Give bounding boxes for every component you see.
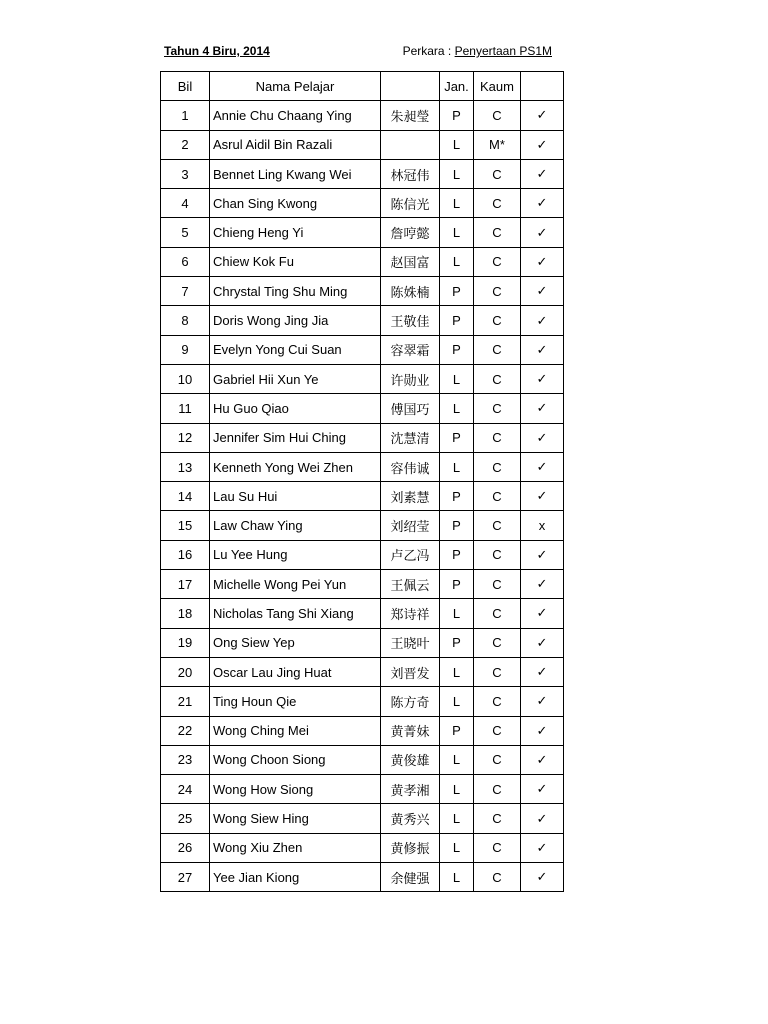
cell-status-mark: ✓: [521, 159, 564, 188]
cell-kaum: C: [474, 189, 521, 218]
cell-jantina: P: [440, 540, 474, 569]
cell-bil: 16: [161, 540, 210, 569]
cell-jantina: P: [440, 716, 474, 745]
cell-status-mark: ✓: [521, 833, 564, 862]
cell-bil: 6: [161, 247, 210, 276]
cell-jantina: L: [440, 657, 474, 686]
cell-kaum: C: [474, 511, 521, 540]
cell-chinese-name: 詹哼懿: [381, 218, 440, 247]
document-title: Tahun 4 Biru, 2014: [164, 44, 270, 58]
header-nama-pelajar: Nama Pelajar: [210, 72, 381, 101]
cell-student-name: Hu Guo Qiao: [210, 394, 381, 423]
cell-chinese-name: 赵国富: [381, 247, 440, 276]
cell-chinese-name: 王晓叶: [381, 628, 440, 657]
cell-student-name: Wong Choon Siong: [210, 745, 381, 774]
cell-status-mark: ✓: [521, 716, 564, 745]
cell-student-name: Law Chaw Ying: [210, 511, 381, 540]
cell-status-mark: ✓: [521, 423, 564, 452]
cell-student-name: Annie Chu Chaang Ying: [210, 101, 381, 130]
cell-kaum: M*: [474, 130, 521, 159]
cell-chinese-name: 黄修振: [381, 833, 440, 862]
cell-jantina: P: [440, 335, 474, 364]
table-row: [161, 628, 564, 657]
cell-bil: 11: [161, 394, 210, 423]
header-jantina: Jan.: [440, 72, 474, 101]
cell-chinese-name: 陈姝楠: [381, 277, 440, 306]
cell-bil: 5: [161, 218, 210, 247]
cell-student-name: Lu Yee Hung: [210, 540, 381, 569]
cell-jantina: P: [440, 423, 474, 452]
cell-status-mark: ✓: [521, 599, 564, 628]
cell-chinese-name: 王敬佳: [381, 306, 440, 335]
cell-bil: 10: [161, 364, 210, 393]
cell-kaum: C: [474, 335, 521, 364]
cell-kaum: C: [474, 804, 521, 833]
cell-kaum: C: [474, 101, 521, 130]
cell-status-mark: ✓: [521, 394, 564, 423]
cell-jantina: L: [440, 863, 474, 892]
table-row: [161, 130, 564, 159]
cell-chinese-name: 陈信光: [381, 189, 440, 218]
cell-status-mark: ✓: [521, 189, 564, 218]
cell-kaum: C: [474, 628, 521, 657]
cell-status-mark: ✓: [521, 306, 564, 335]
cell-status-mark: ✓: [521, 570, 564, 599]
cell-chinese-name: 许勋业: [381, 364, 440, 393]
cell-jantina: L: [440, 452, 474, 481]
document-header: [164, 44, 554, 62]
cell-chinese-name: 黄秀兴: [381, 804, 440, 833]
table-row: [161, 306, 564, 335]
cell-kaum: C: [474, 452, 521, 481]
cell-status-mark: ✓: [521, 452, 564, 481]
table-row: [161, 599, 564, 628]
cell-jantina: L: [440, 804, 474, 833]
cell-jantina: L: [440, 159, 474, 188]
cell-status-mark: ✓: [521, 745, 564, 774]
header-status: [521, 72, 564, 101]
cell-student-name: Nicholas Tang Shi Xiang: [210, 599, 381, 628]
cell-student-name: Bennet Ling Kwang Wei: [210, 159, 381, 188]
cell-status-mark: ✓: [521, 335, 564, 364]
header-kaum: Kaum: [474, 72, 521, 101]
cell-chinese-name: 卢乙冯: [381, 540, 440, 569]
cell-chinese-name: 容伟诚: [381, 452, 440, 481]
cell-student-name: Chan Sing Kwong: [210, 189, 381, 218]
cell-chinese-name: 容翠霜: [381, 335, 440, 364]
table-row: [161, 394, 564, 423]
table-row: [161, 804, 564, 833]
table-row: [161, 863, 564, 892]
table-row: [161, 335, 564, 364]
cell-chinese-name: 林冠伟: [381, 159, 440, 188]
cell-chinese-name: 朱昶瑩: [381, 101, 440, 130]
cell-student-name: Ting Houn Qie: [210, 687, 381, 716]
cell-kaum: C: [474, 745, 521, 774]
table-row: [161, 716, 564, 745]
table-body: [161, 101, 564, 892]
perkara-label: Perkara :: [402, 44, 452, 58]
cell-kaum: C: [474, 775, 521, 804]
table-row: [161, 687, 564, 716]
cell-chinese-name: [381, 130, 440, 159]
table-row: [161, 833, 564, 862]
cell-jantina: P: [440, 277, 474, 306]
cell-kaum: C: [474, 159, 521, 188]
cell-bil: 9: [161, 335, 210, 364]
cell-bil: 15: [161, 511, 210, 540]
cell-kaum: C: [474, 657, 521, 686]
cell-jantina: L: [440, 189, 474, 218]
table-row: [161, 540, 564, 569]
cell-jantina: L: [440, 775, 474, 804]
table-row: [161, 745, 564, 774]
cell-student-name: Jennifer Sim Hui Ching: [210, 423, 381, 452]
cell-student-name: Doris Wong Jing Jia: [210, 306, 381, 335]
table-row: [161, 277, 564, 306]
cell-status-mark: ✓: [521, 863, 564, 892]
cell-kaum: C: [474, 687, 521, 716]
cell-chinese-name: 刘素慧: [381, 482, 440, 511]
cell-student-name: Wong How Siong: [210, 775, 381, 804]
cell-jantina: L: [440, 247, 474, 276]
cell-jantina: L: [440, 130, 474, 159]
table-row: [161, 159, 564, 188]
cell-chinese-name: 刘绍莹: [381, 511, 440, 540]
cell-kaum: C: [474, 863, 521, 892]
table-row: [161, 101, 564, 130]
cell-status-mark: ✓: [521, 218, 564, 247]
cell-kaum: C: [474, 716, 521, 745]
cell-bil: 19: [161, 628, 210, 657]
cell-student-name: Evelyn Yong Cui Suan: [210, 335, 381, 364]
cell-student-name: Michelle Wong Pei Yun: [210, 570, 381, 599]
cell-student-name: Oscar Lau Jing Huat: [210, 657, 381, 686]
cell-jantina: P: [440, 628, 474, 657]
cell-status-mark: ✓: [521, 687, 564, 716]
cell-chinese-name: 郑诗祥: [381, 599, 440, 628]
cell-student-name: Kenneth Yong Wei Zhen: [210, 452, 381, 481]
cell-kaum: C: [474, 277, 521, 306]
cell-student-name: Yee Jian Kiong: [210, 863, 381, 892]
cell-bil: 3: [161, 159, 210, 188]
cell-bil: 18: [161, 599, 210, 628]
cell-jantina: L: [440, 599, 474, 628]
cell-bil: 12: [161, 423, 210, 452]
cell-status-mark: ✓: [521, 364, 564, 393]
table-row: [161, 511, 564, 540]
cell-status-mark: ✓: [521, 657, 564, 686]
cell-kaum: C: [474, 306, 521, 335]
cell-student-name: Wong Xiu Zhen: [210, 833, 381, 862]
cell-bil: 17: [161, 570, 210, 599]
cell-student-name: Gabriel Hii Xun Ye: [210, 364, 381, 393]
cell-jantina: L: [440, 218, 474, 247]
cell-student-name: Wong Ching Mei: [210, 716, 381, 745]
perkara-value: Penyertaan PS1M: [454, 44, 552, 58]
cell-kaum: C: [474, 540, 521, 569]
cell-status-mark: ✓: [521, 628, 564, 657]
cell-student-name: Chrystal Ting Shu Ming: [210, 277, 381, 306]
header-chinese-name: [381, 72, 440, 101]
cell-bil: 25: [161, 804, 210, 833]
cell-bil: 27: [161, 863, 210, 892]
cell-status-mark: ✓: [521, 482, 564, 511]
student-table: [160, 71, 564, 892]
cell-jantina: L: [440, 745, 474, 774]
table-row: [161, 775, 564, 804]
cell-bil: 21: [161, 687, 210, 716]
cell-kaum: C: [474, 394, 521, 423]
cell-bil: 22: [161, 716, 210, 745]
cell-status-mark: ✓: [521, 247, 564, 276]
cell-chinese-name: 王佩云: [381, 570, 440, 599]
cell-bil: 7: [161, 277, 210, 306]
table-row: [161, 570, 564, 599]
cell-chinese-name: 沈慧清: [381, 423, 440, 452]
table-row: [161, 452, 564, 481]
cell-kaum: C: [474, 364, 521, 393]
cell-jantina: L: [440, 687, 474, 716]
cell-status-mark: ✓: [521, 130, 564, 159]
cell-bil: 14: [161, 482, 210, 511]
table-row: [161, 218, 564, 247]
cell-student-name: Lau Su Hui: [210, 482, 381, 511]
cell-status-mark: ✓: [521, 277, 564, 306]
header-bil: Bil: [161, 72, 210, 101]
cell-status-mark: x: [521, 511, 564, 540]
cell-jantina: P: [440, 511, 474, 540]
table-row: [161, 189, 564, 218]
cell-bil: 23: [161, 745, 210, 774]
cell-status-mark: ✓: [521, 775, 564, 804]
cell-student-name: Chieng Heng Yi: [210, 218, 381, 247]
cell-bil: 26: [161, 833, 210, 862]
cell-kaum: C: [474, 599, 521, 628]
cell-student-name: Wong Siew Hing: [210, 804, 381, 833]
cell-chinese-name: 黄俊雄: [381, 745, 440, 774]
cell-kaum: C: [474, 482, 521, 511]
cell-jantina: P: [440, 570, 474, 599]
cell-chinese-name: 黄菁妹: [381, 716, 440, 745]
table-row: [161, 247, 564, 276]
cell-bil: 2: [161, 130, 210, 159]
cell-bil: 4: [161, 189, 210, 218]
cell-jantina: L: [440, 833, 474, 862]
cell-student-name: Chiew Kok Fu: [210, 247, 381, 276]
cell-bil: 24: [161, 775, 210, 804]
cell-chinese-name: 余健强: [381, 863, 440, 892]
cell-student-name: Ong Siew Yep: [210, 628, 381, 657]
table-row: [161, 482, 564, 511]
cell-bil: 20: [161, 657, 210, 686]
cell-jantina: P: [440, 482, 474, 511]
cell-kaum: C: [474, 247, 521, 276]
cell-jantina: P: [440, 101, 474, 130]
table-row: [161, 657, 564, 686]
cell-jantina: L: [440, 364, 474, 393]
cell-chinese-name: 陈方奇: [381, 687, 440, 716]
cell-chinese-name: 刘晋发: [381, 657, 440, 686]
cell-kaum: C: [474, 570, 521, 599]
cell-kaum: C: [474, 218, 521, 247]
cell-bil: 8: [161, 306, 210, 335]
perkara-line: [403, 44, 552, 58]
table-row: [161, 423, 564, 452]
cell-bil: 13: [161, 452, 210, 481]
cell-kaum: C: [474, 423, 521, 452]
cell-chinese-name: 傅国巧: [381, 394, 440, 423]
cell-bil: 1: [161, 101, 210, 130]
table-row: [161, 364, 564, 393]
cell-kaum: C: [474, 833, 521, 862]
cell-jantina: L: [440, 394, 474, 423]
table-header-row: [161, 72, 564, 101]
cell-jantina: P: [440, 306, 474, 335]
cell-chinese-name: 黄孝湘: [381, 775, 440, 804]
cell-student-name: Asrul Aidil Bin Razali: [210, 130, 381, 159]
cell-status-mark: ✓: [521, 101, 564, 130]
cell-status-mark: ✓: [521, 804, 564, 833]
cell-status-mark: ✓: [521, 540, 564, 569]
